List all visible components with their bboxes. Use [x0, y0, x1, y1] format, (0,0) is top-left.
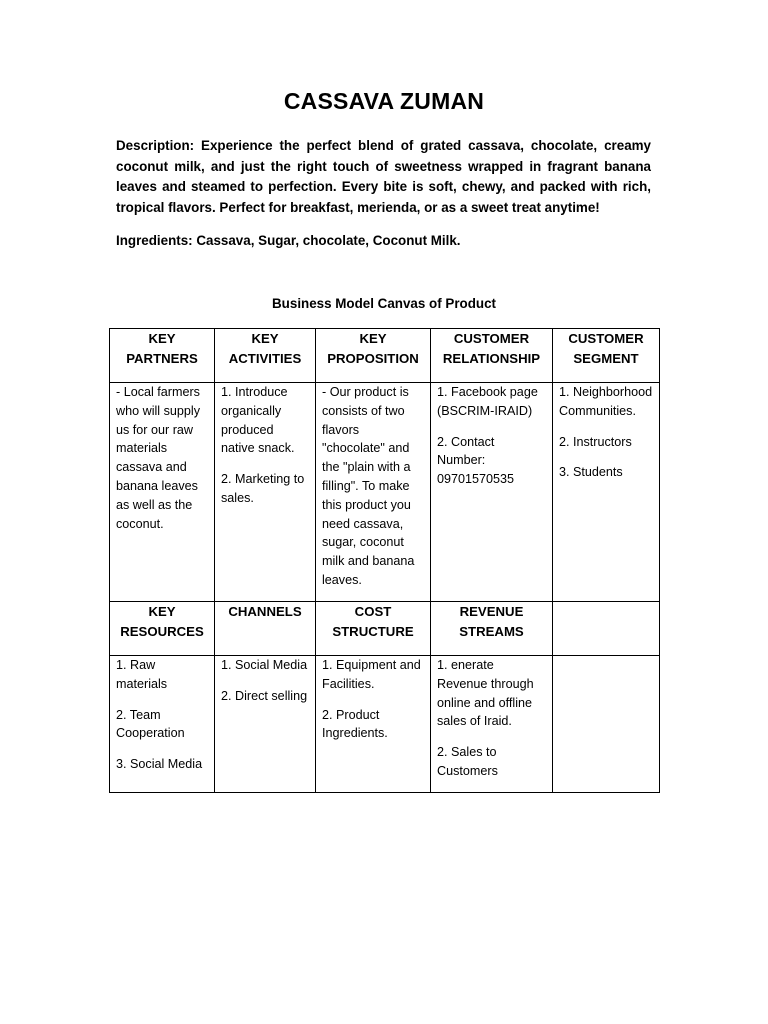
table-header-row: [110, 602, 660, 656]
cell-customer-relationship: [431, 383, 553, 602]
cell-text: 2. Marketing to sales.: [221, 472, 305, 505]
cell-text: 1. Facebook page (BSCRIM-IRAID): [437, 385, 538, 418]
cell-empty: [553, 656, 660, 793]
header-revenue-streams: REVENUE STREAMS: [431, 602, 553, 656]
cell-text: - Our product is consists of two flavors "chocolate" and the "plain with a filling". To make this product you need cassava, sugar, coconut milk and banana leaves.: [322, 385, 415, 587]
cell-text: 3. Students: [559, 465, 623, 480]
header-customer-segment: CUSTOMER SEGMENT: [553, 329, 660, 383]
cell-text: 2. Direct selling: [221, 688, 308, 703]
header-key-proposition: KEY PROPOSITION: [316, 329, 431, 383]
cell-text: 2. Contact Number: 09701570535: [437, 434, 515, 487]
table-header-row: [110, 329, 660, 383]
header-key-resources: KEY RESOURCES: [110, 602, 215, 656]
table-row: [110, 656, 660, 793]
cell-customer-segment: [553, 383, 660, 602]
cell-channels: [215, 656, 316, 793]
cell-text: 1. Raw materials: [116, 658, 168, 691]
cell-key-proposition: [316, 383, 431, 602]
product-ingredients: Ingredients: Cassava, Sugar, chocolate, Coconut Milk.: [116, 233, 461, 248]
cell-text: 2. Sales to Customers: [437, 745, 498, 778]
header-cost-structure: COST STRUCTURE: [316, 602, 431, 656]
cell-revenue-streams: [431, 656, 553, 793]
cell-text: 1. Equipment and Facilities.: [322, 658, 421, 691]
cell-text: 3. Social Media: [116, 757, 203, 772]
business-model-canvas-table: [109, 328, 660, 793]
cell-key-resources: [110, 656, 215, 793]
header-channels: CHANNELS: [215, 602, 316, 656]
cell-key-partners: [110, 383, 215, 602]
cell-text: 1. Introduce organically produced native snack.: [221, 385, 295, 456]
cell-text: 2. Instructors: [559, 434, 632, 449]
cell-text: 1. enerate Revenue through online and offline sales of Iraid.: [437, 658, 534, 729]
cell-text: 1. Neighborhood Communities.: [559, 385, 653, 418]
header-empty: [553, 602, 660, 656]
canvas-title: Business Model Canvas of Product: [272, 296, 496, 311]
cell-text: 2. Team Cooperation: [116, 707, 185, 741]
cell-text: 1. Social Media: [221, 658, 308, 672]
cell-text: - Local farmers who will supply us for our raw materials cassava and banana leaves as well as the coconut.: [116, 385, 200, 531]
header-customer-relationship: CUSTOMER RELATIONSHIP: [431, 329, 553, 383]
table-row: [110, 383, 660, 602]
product-description: Description: Experience the perfect blend of grated cassava, chocolate, creamy coconut milk, and just the right touch of sweetness wrapped in fragrant banana leaves and steamed to perfection. Every bite is soft, chewy, and packed with rich, tropical flavors. Perfect for breakfast, merienda, or as a sweet treat anytime!: [116, 138, 651, 215]
cell-cost-structure: [316, 656, 431, 793]
cell-text: 2. Product Ingredients.: [322, 707, 388, 741]
cell-key-activities: [215, 383, 316, 602]
header-key-activities: KEY ACTIVITIES: [215, 329, 316, 383]
document-title: CASSAVA ZUMAN: [283, 88, 485, 114]
header-key-partners: KEY PARTNERS: [110, 329, 215, 383]
